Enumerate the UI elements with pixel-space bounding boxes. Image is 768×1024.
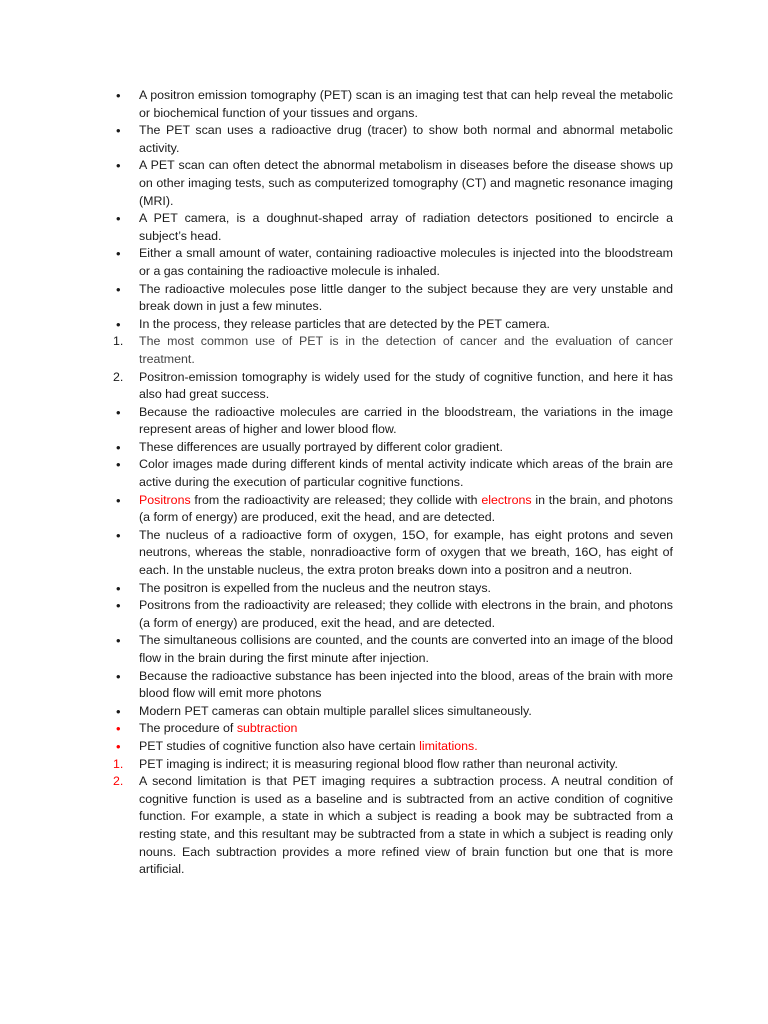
number-marker: 1.: [113, 756, 124, 771]
bullet-marker: •: [116, 668, 121, 684]
list-item: [113, 210, 673, 245]
bullet-marker: •: [116, 457, 121, 473]
numbered-item: [113, 756, 673, 774]
list-item: [113, 527, 673, 580]
list-item-text: The positron is expelled from the nucleus and the neutron stays.: [139, 580, 491, 595]
bullet-marker: •: [116, 281, 121, 297]
list-item-text: PET studies of cognitive function also have certain: [139, 738, 420, 753]
list-item-text: Because the radioactive molecules are carried in the bloodstream, the variations in the image represent areas of higher and lower blood flow.: [139, 404, 673, 437]
bullet-marker: •: [116, 738, 121, 754]
bullet-marker: •: [116, 123, 121, 139]
list-item: [113, 245, 673, 280]
list-item-text: The radioactive molecules pose little danger to the subject because they are very unstable and break down in just a few minutes.: [139, 281, 673, 314]
list-item-text: Modern PET cameras can obtain multiple parallel slices simultaneously.: [139, 703, 532, 718]
bullet-marker: •: [116, 246, 121, 262]
list-item-text: Because the radioactive substance has been injected into the blood, areas of the brain with more blood flow will emit more photons: [139, 668, 673, 701]
list-item-text: from the radioactivity are released; they collide with: [190, 492, 482, 507]
list-item-text: Either a small amount of water, containing radioactive molecules is injected into the bloodstream or a gas containing the radioactive molecule is inhaled.: [139, 246, 673, 278]
list-item-text: In the process, they release particles that are detected by the PET camera.: [139, 316, 550, 331]
bullet-marker: •: [116, 158, 121, 174]
numbered-item: [113, 773, 673, 879]
bullet-marker: •: [116, 88, 121, 103]
list-item: [113, 703, 673, 721]
list-item-text: The most common use of PET is in the detection of cancer and the evaluation of cancer treatment.: [139, 334, 673, 366]
number-marker: 1.: [113, 334, 124, 349]
highlight-limitations: limitations.: [419, 738, 478, 753]
list-item: [113, 122, 673, 157]
list-item-text: The simultaneous collisions are counted, and the counts are converted into an image of the blood flow in the brain during the first minute after injection.: [139, 633, 673, 665]
list-item-text: Positron-emission tomography is widely used for the study of cognitive function, and here it has also had great success.: [139, 369, 673, 402]
bullet-marker: •: [116, 721, 121, 737]
list-item-text: The nucleus of a radioactive form of oxygen, 15O, for example, has eight protons and seven neutrons, whereas the stable, nonradioactive form of oxygen that we breath, 16O, has eight of each. In the unstable nucleus, the extra proton breaks down into a positron and a neutron.: [139, 527, 673, 578]
list-item-text: Positrons from the radioactivity are released; they collide with electrons in the brain, and photons (a form of energy) are produced, exit the head, and are detected.: [139, 598, 673, 630]
bullet-marker: •: [116, 598, 121, 614]
list-item: [113, 281, 673, 316]
highlight-subtraction: subtraction: [236, 721, 298, 736]
list-item-text: These differences are usually portrayed by different color gradient.: [139, 439, 503, 454]
list-item-text: The PET scan uses a radioactive drug (tracer) to show both normal and abnormal metabolic activity.: [139, 123, 673, 155]
bullet-marker: •: [116, 527, 121, 543]
list-item: [113, 492, 673, 527]
bullet-marker: •: [116, 492, 121, 508]
list-item: [113, 632, 673, 667]
list-item-text: in the brain, and photons (a form of energy) are produced, exit the head, and are detected.: [139, 492, 674, 525]
list-item: [113, 580, 673, 598]
bullet-list: [113, 87, 673, 879]
bullet-marker: •: [116, 316, 121, 332]
highlight-positrons: Positrons: [139, 492, 191, 507]
bullet-marker: •: [116, 580, 121, 596]
bullet-marker: •: [116, 439, 121, 455]
list-item-text: The procedure of: [139, 721, 237, 736]
list-item: [113, 87, 673, 122]
bullet-marker: •: [116, 211, 121, 227]
list-item-text: A second limitation is that PET imaging requires a subtraction process. A neutral condition of cognitive function is used as a baseline and is subtracted from an active condition of cognitive function. For example, a state in which a subject is reading a book may be subtracted from a resting state, and this resultant may be subtracted from a state in which a subject is reading only nouns. Each subtraction provides a more refined view of brain function but one that is more artificial.: [139, 774, 673, 877]
list-item: [113, 316, 673, 334]
number-marker: 2.: [113, 369, 124, 384]
number-marker: 2.: [113, 774, 124, 789]
list-item-text: A PET camera, is a doughnut-shaped array of radiation detectors positioned to encircle a subject’s head.: [139, 211, 673, 243]
numbered-item: [113, 369, 673, 404]
list-item-text: Color images made during different kinds of mental activity indicate which areas of the brain are active during the execution of particular cognitive functions.: [139, 457, 673, 490]
bullet-marker: •: [116, 703, 121, 719]
list-item: [113, 157, 673, 210]
list-item-text: PET imaging is indirect; it is measuring regional blood flow rather than neuronal activity.: [139, 756, 618, 771]
list-item: [113, 404, 673, 439]
list-item: [113, 597, 673, 632]
list-item-text: A positron emission tomography (PET) scan is an imaging test that can help reveal the metabolic or biochemical function of your tissues and organs.: [139, 88, 673, 120]
bullet-marker: •: [116, 633, 121, 649]
bullet-marker: •: [116, 404, 121, 420]
list-item: [113, 738, 673, 756]
list-item: [113, 439, 673, 457]
list-item-text: A PET scan can often detect the abnormal metabolism in diseases before the disease shows up on other imaging tests, such as computerized tomography (CT) and magnetic resonance imaging (MRI).: [139, 158, 673, 208]
highlight-electrons: electrons: [481, 492, 532, 507]
list-item: [113, 456, 673, 491]
list-item: [113, 720, 673, 738]
numbered-item: [113, 333, 673, 368]
list-item: [113, 668, 673, 703]
